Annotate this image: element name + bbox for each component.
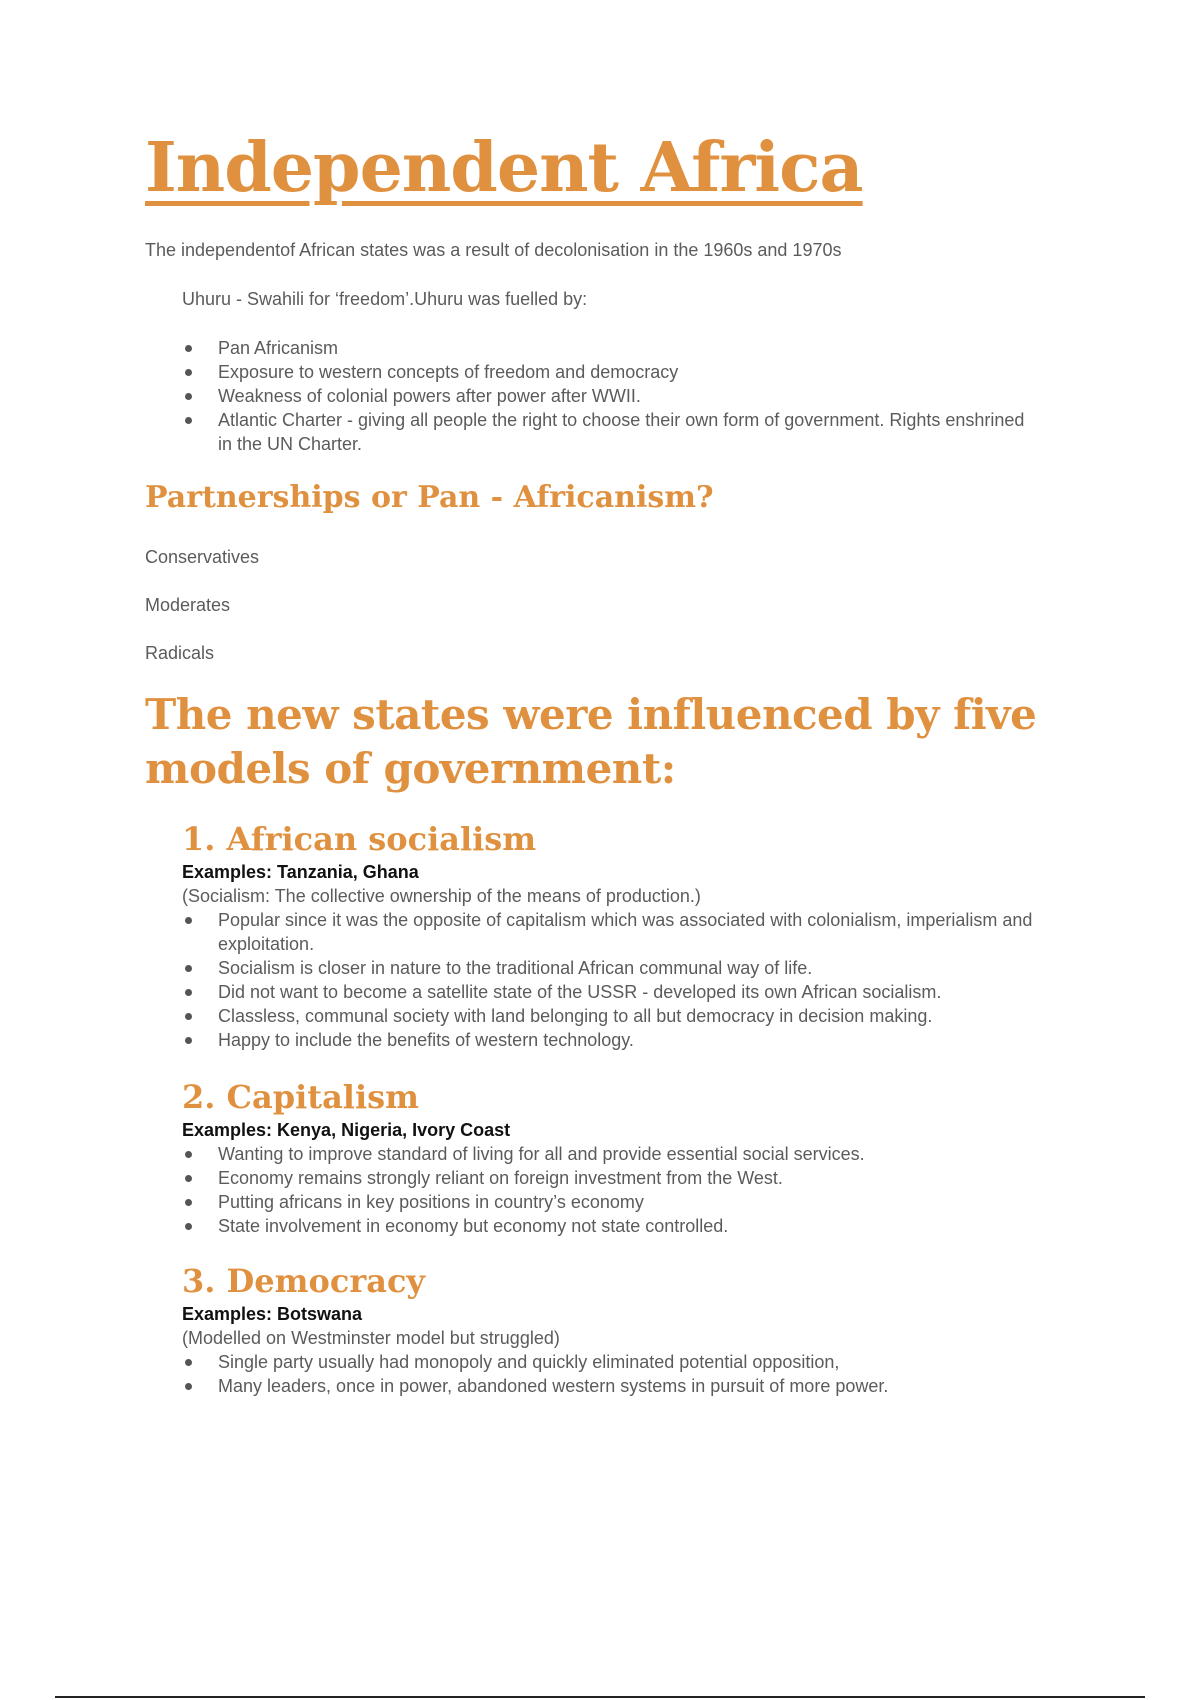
- list-item: Classless, communal society with land belonging to all but democracy in decision making.: [182, 1004, 1082, 1028]
- models-heading: The new states were influenced by five models of government:: [145, 690, 1037, 793]
- page-title: Independent Africa: [145, 128, 863, 208]
- group-radicals: Radicals: [145, 643, 215, 663]
- list-item: Single party usually had monopoly and quickly eliminated potential opposition,: [182, 1350, 1082, 1374]
- uhuru-definition: Uhuru - Swahili for ‘freedom’.Uhuru was fuelled by:: [182, 289, 588, 309]
- list-item: Popular since it was the opposite of capitalism which was associated with colonialism, imperialism and exploitation.: [182, 908, 1082, 956]
- footer-divider: [55, 1696, 1145, 1698]
- list-item: Economy remains strongly reliant on foreign investment from the West.: [182, 1166, 1082, 1190]
- partnerships-heading: Partnerships or Pan - Africanism?: [145, 480, 714, 515]
- model-note: (Modelled on Westminster model but struggled): [182, 1328, 560, 1348]
- group-conservatives: Conservatives: [145, 547, 260, 567]
- model-heading-democracy: 3. Democracy: [182, 1262, 426, 1300]
- list-item: Pan Africanism: [182, 336, 1042, 360]
- model-examples: Examples: Kenya, Nigeria, Ivory Coast: [182, 1120, 511, 1140]
- model-points-list: [182, 1350, 1082, 1398]
- list-item: Did not want to become a satellite state of the USSR - developed its own African socialism.: [182, 980, 1082, 1004]
- list-item: Putting africans in key positions in country’s economy: [182, 1190, 1082, 1214]
- model-heading-african-socialism: 1. African socialism: [182, 820, 537, 858]
- model-points-list: [182, 908, 1082, 1052]
- list-item: Exposure to western concepts of freedom and democracy: [182, 360, 1042, 384]
- model-points-list: [182, 1142, 1082, 1238]
- list-item: Socialism is closer in nature to the traditional African communal way of life.: [182, 956, 1082, 980]
- list-item: Wanting to improve standard of living for all and provide essential social services.: [182, 1142, 1082, 1166]
- list-item: Weakness of colonial powers after power after WWII.: [182, 384, 1042, 408]
- model-examples: Examples: Botswana: [182, 1304, 363, 1324]
- list-item: State involvement in economy but economy not state controlled.: [182, 1214, 1082, 1238]
- uhuru-factors-list: [182, 336, 1042, 456]
- model-heading-capitalism: 2. Capitalism: [182, 1078, 419, 1116]
- model-note: (Socialism: The collective ownership of the means of production.): [182, 886, 701, 906]
- model-examples: Examples: Tanzania, Ghana: [182, 862, 419, 882]
- list-item: Atlantic Charter - giving all people the right to choose their own form of government. Rights enshrined in the UN Charter.: [182, 408, 1042, 456]
- list-item: Many leaders, once in power, abandoned western systems in pursuit of more power.: [182, 1374, 1082, 1398]
- group-moderates: Moderates: [145, 595, 231, 615]
- list-item: Happy to include the benefits of western technology.: [182, 1028, 1082, 1052]
- intro-text: The independentof African states was a result of decolonisation in the 1960s and 1970s: [145, 240, 842, 260]
